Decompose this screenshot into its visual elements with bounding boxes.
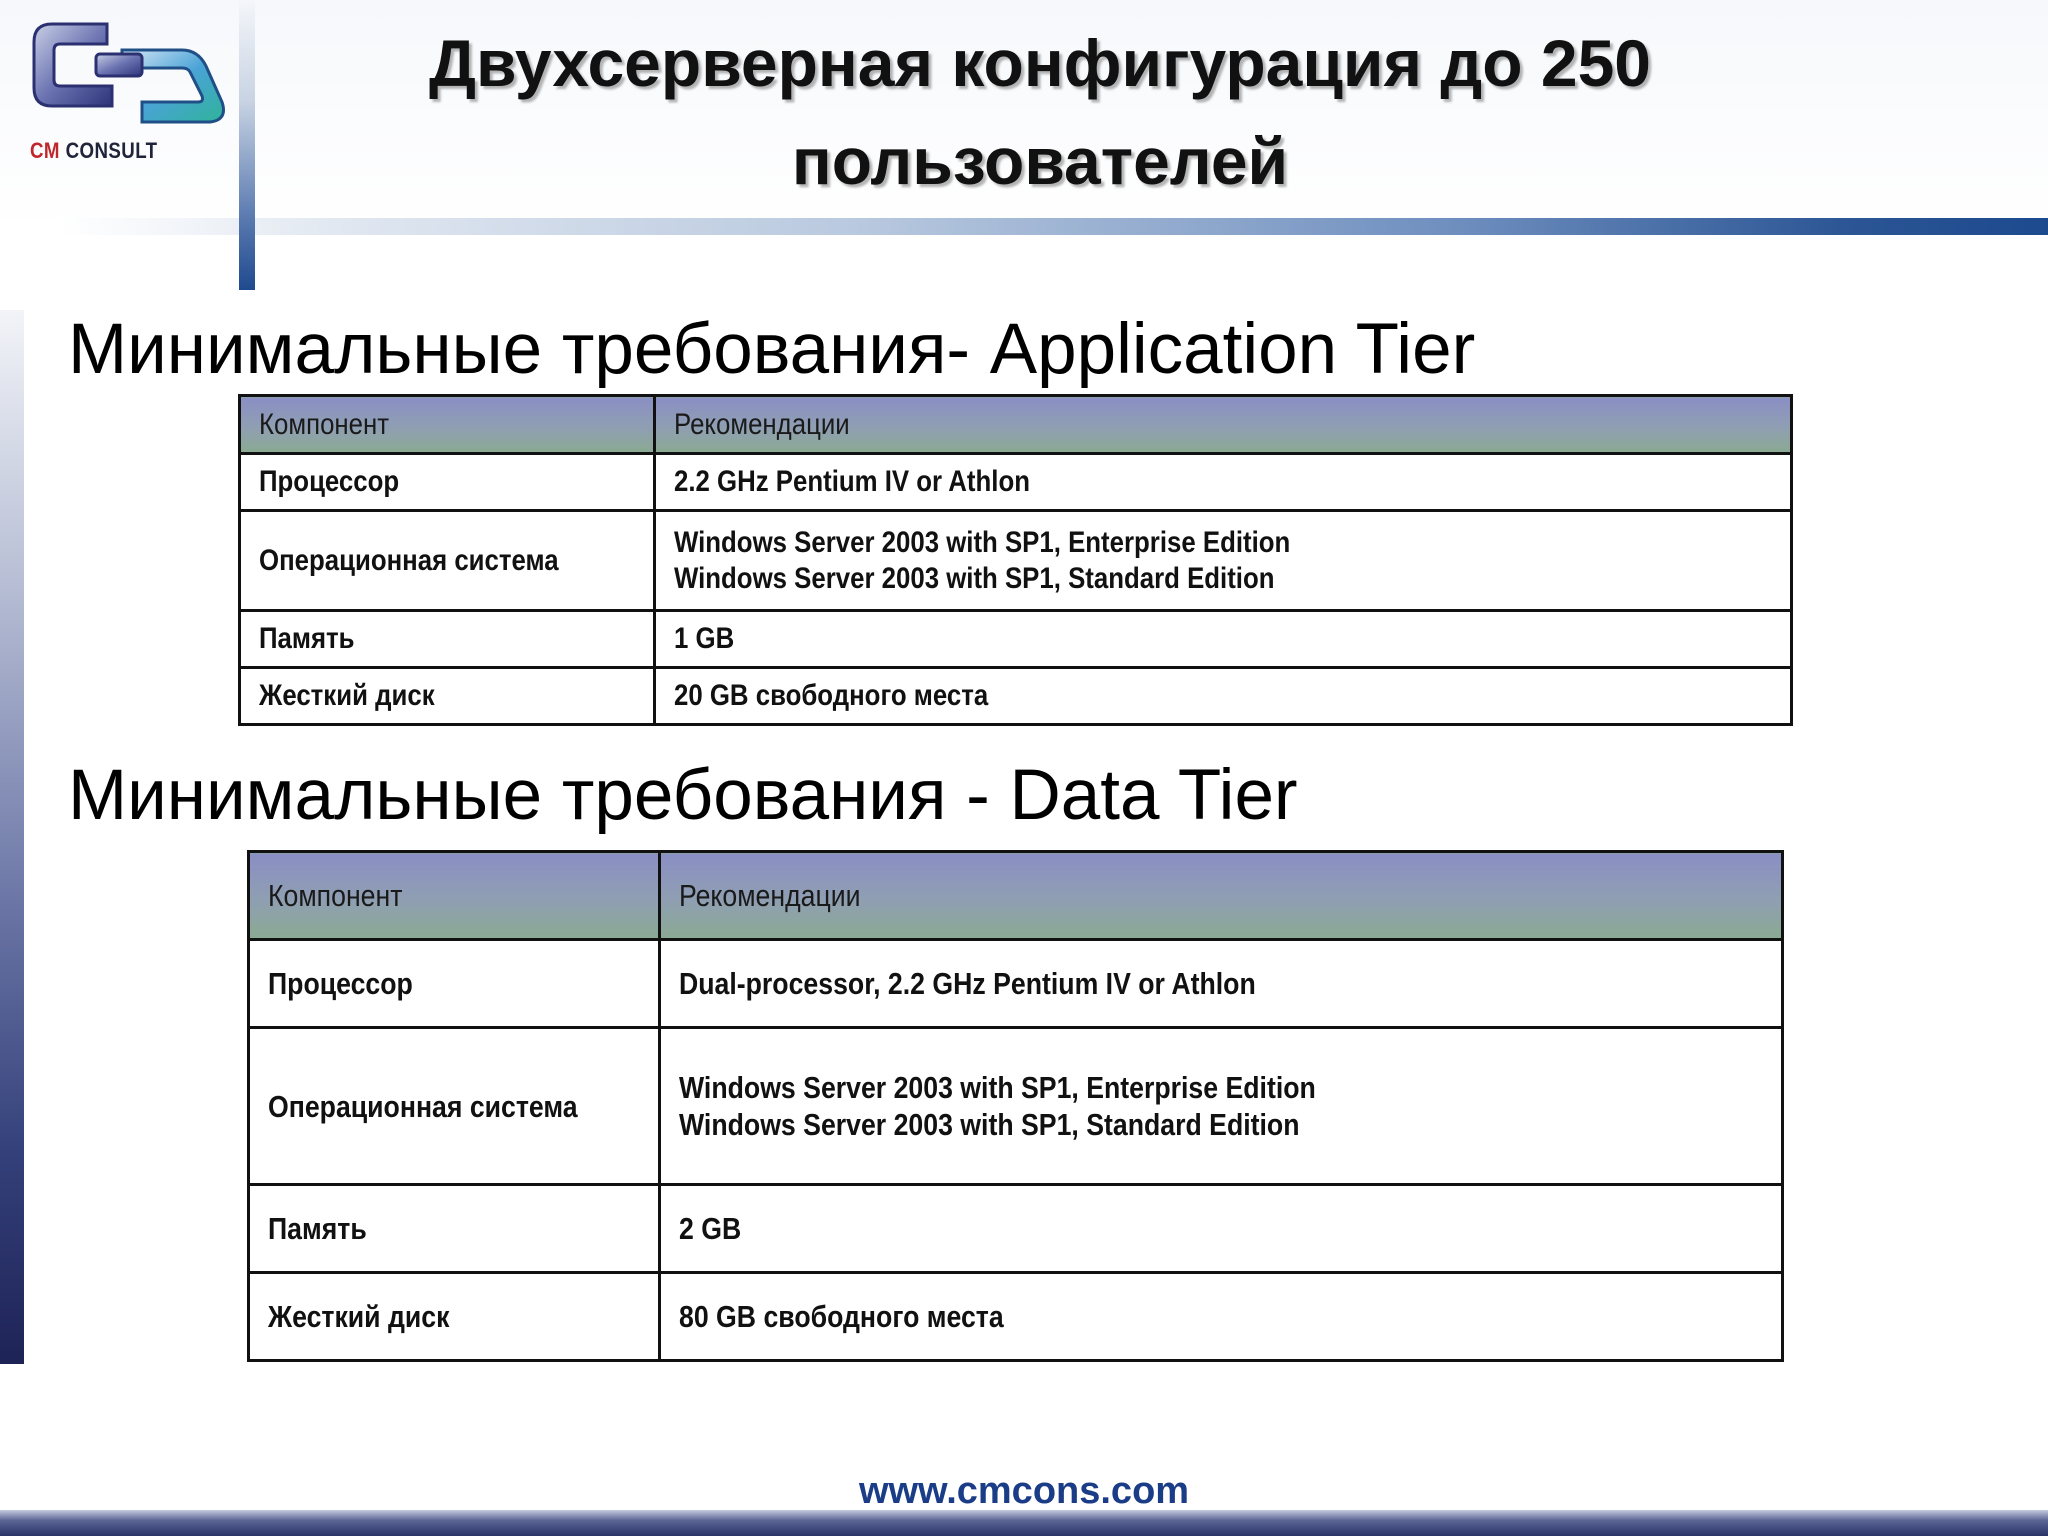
bottom-accent-bar [0, 1510, 2048, 1536]
logo-wordmark: CM CONSULT [30, 138, 158, 163]
table-row [249, 940, 1783, 1028]
recommendation-cell: 2 GB [660, 1185, 1783, 1273]
column-header-component: Компонент [240, 396, 655, 454]
table-row [240, 668, 1792, 725]
table-header-row [240, 396, 1792, 454]
data-tier-heading: Минимальные требования - Data Tier [68, 756, 1298, 835]
page-title-line-2: пользователей [791, 124, 1289, 198]
data-tier-table [247, 850, 1784, 1362]
recommendation-cell: 2.2 GHz Pentium IV or Athlon [655, 454, 1792, 511]
component-cell: Жесткий диск [249, 1273, 660, 1361]
table-row [240, 611, 1792, 668]
page-title-line-1: Двухсерверная конфигурация до 250 [428, 26, 1652, 100]
component-cell: Процессор [240, 454, 655, 511]
application-tier-table [238, 394, 1793, 726]
left-accent-bar [0, 310, 24, 1364]
recommendation-cell: Windows Server 2003 with SP1, Enterprise Edition Windows Server 2003 with SP1, Standard Edition [655, 511, 1792, 611]
component-cell: Операционная система [240, 511, 655, 611]
header-vertical-rule [239, 0, 255, 290]
footer-website-link[interactable]: www.cmcons.com [858, 1470, 1190, 1512]
component-cell: Процессор [249, 940, 660, 1028]
column-header-recommendation: Рекомендации [655, 396, 1792, 454]
recommendation-cell: 20 GB свободного места [655, 668, 1792, 725]
cm-consult-logo [12, 10, 232, 163]
recommendation-cell: 1 GB [655, 611, 1792, 668]
cm-consult-logo-icon [12, 10, 232, 140]
page-title [300, 14, 1780, 210]
header-horizontal-rule [60, 218, 2048, 235]
component-cell: Жесткий диск [240, 668, 655, 725]
table-row [249, 1185, 1783, 1273]
component-cell: Память [240, 611, 655, 668]
table-row [249, 1028, 1783, 1185]
column-header-component: Компонент [249, 852, 660, 940]
table-row [240, 454, 1792, 511]
recommendation-cell: 80 GB свободного места [660, 1273, 1783, 1361]
component-cell: Операционная система [249, 1028, 660, 1185]
table-header-row [249, 852, 1783, 940]
table-row [249, 1273, 1783, 1361]
column-header-recommendation: Рекомендации [660, 852, 1783, 940]
component-cell: Память [249, 1185, 660, 1273]
application-tier-heading: Минимальные требования- Application Tier [68, 310, 1476, 389]
recommendation-cell: Dual-processor, 2.2 GHz Pentium IV or Athlon [660, 940, 1783, 1028]
recommendation-cell: Windows Server 2003 with SP1, Enterprise Edition Windows Server 2003 with SP1, Standard Edition [660, 1028, 1783, 1185]
table-row [240, 511, 1792, 611]
